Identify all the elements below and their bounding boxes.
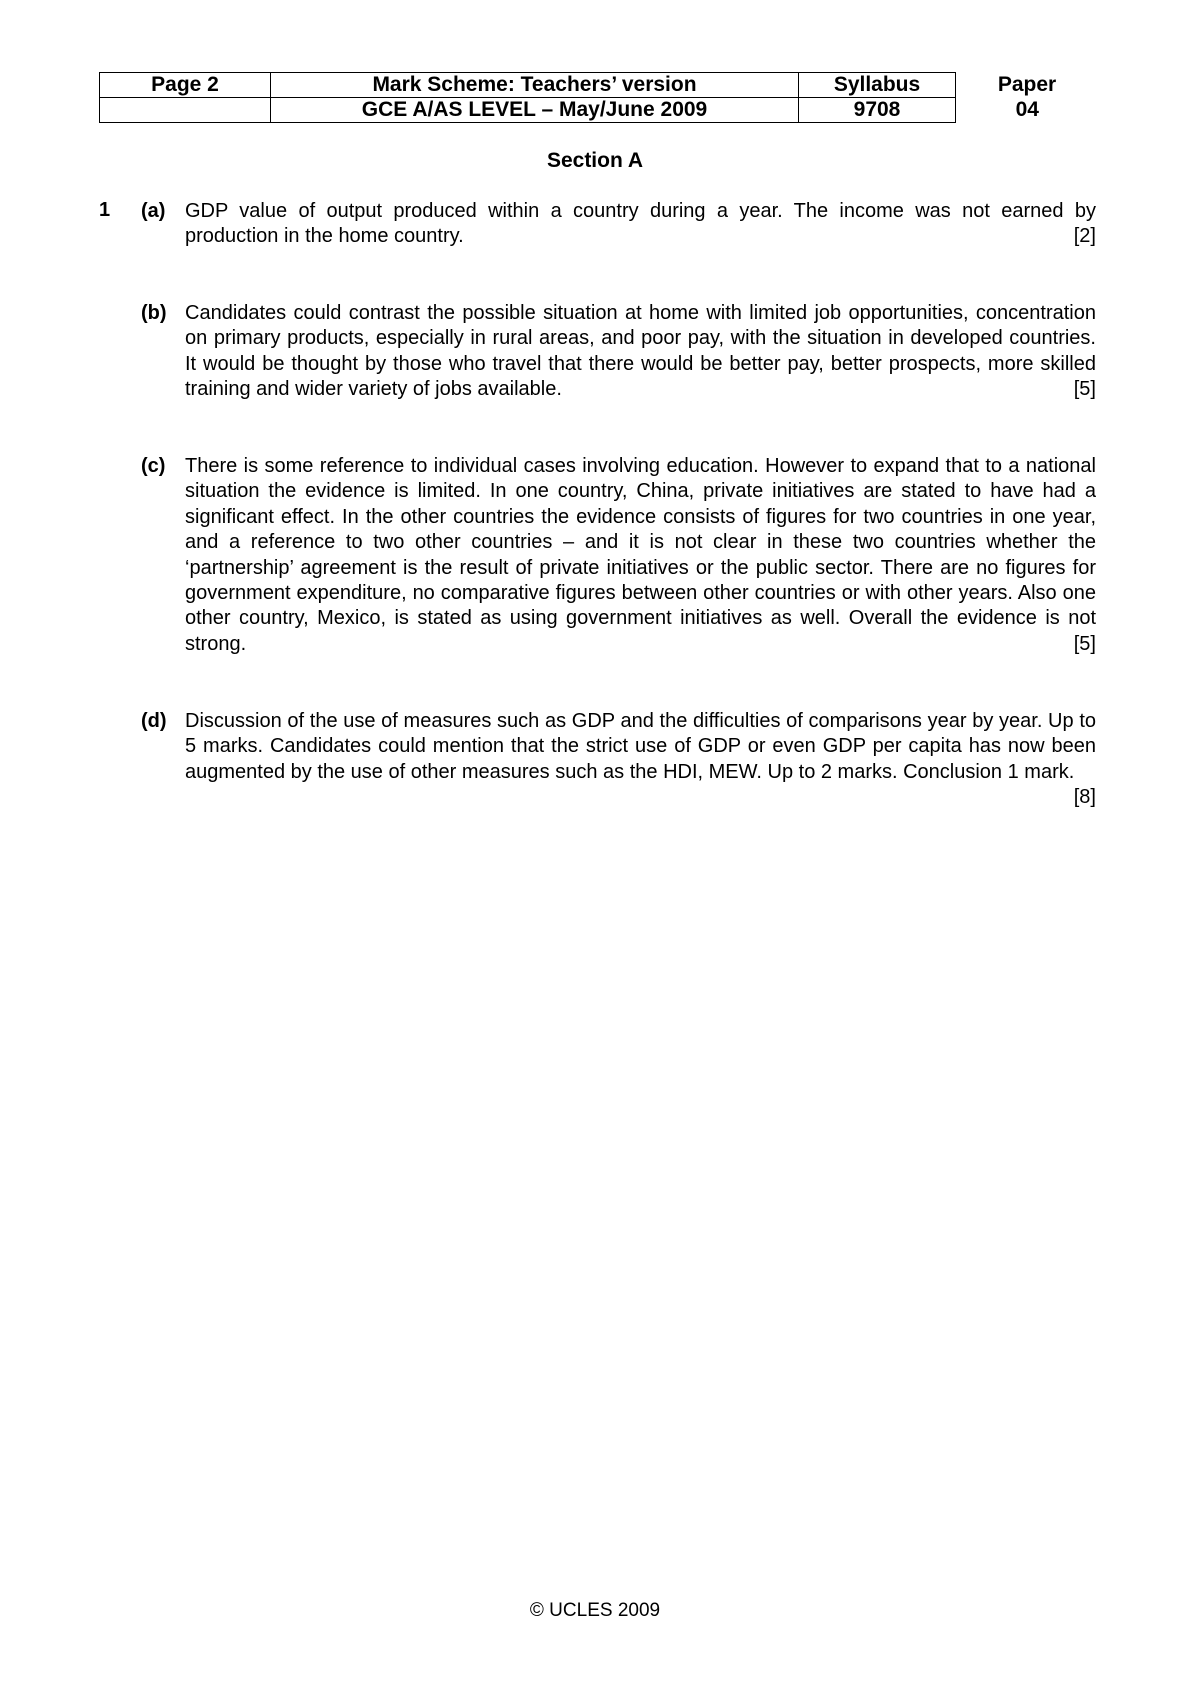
part-text-block: [185, 709, 1096, 809]
header-exam: GCE A/AS LEVEL – May/June 2009: [271, 98, 799, 123]
part-text-block: [185, 454, 1096, 657]
footer-copyright: © UCLES 2009: [529, 1600, 661, 1621]
part-label: (c): [141, 455, 166, 477]
part-text-block: [185, 199, 1096, 250]
header-blank-cell: [100, 98, 271, 123]
part-marks: [2]: [1073, 225, 1096, 248]
question-part-c: [141, 454, 1096, 657]
question-part-a: [141, 199, 1096, 250]
header-row-2: [100, 98, 1099, 123]
part-marks: [5]: [1073, 378, 1096, 401]
part-label: (a): [141, 200, 166, 222]
section-title: Section A: [546, 149, 644, 172]
part-text: Discussion of the use of measures such as GDP and the difficulties of comparisons year by year. Up to 5 marks. Candidates could mention that the strict use of GDP or even GDP per capita has now been augmented by the use of other measures such as the HDI, MEW. Up to 2 marks. Conclusion 1 mark.: [185, 710, 1096, 783]
question-part-b: [141, 301, 1096, 403]
header-paper-label: Paper: [997, 73, 1057, 96]
header-table: [99, 72, 1099, 123]
header-page: Page 2: [100, 73, 271, 98]
header-title: Mark Scheme: Teachers’ version: [271, 73, 799, 98]
header-paper-number: 04: [1015, 98, 1039, 121]
part-marks: [5]: [1073, 632, 1096, 655]
part-marks: [8]: [1073, 786, 1096, 809]
part-text: Candidates could contrast the possible situation at home with limited job opportunities, concentration on primary products, especially in rural areas, and poor pay, with the situation in developed countries. It would be thought by those who travel that there would be better pay, better prospects, more skilled training and wider variety of jobs available.: [185, 302, 1096, 401]
part-label: (b): [141, 302, 167, 324]
header-syllabus-code: 9708: [799, 98, 956, 123]
part-text: GDP value of output produced within a country during a year. The income was not earned by production in the home country.: [185, 200, 1096, 248]
part-text-block: [185, 301, 1096, 403]
question-number: 1: [99, 199, 111, 221]
question-part-d: [141, 709, 1096, 811]
part-text: There is some reference to individual cases involving education. However to expand that to a national situation the evidence is limited. In one country, China, private initiatives are stated to have had a significant effect. In the other countries the evidence consists of figures for two countries in one year, and a reference to two other countries – and it is not clear in these two countries whether the ‘partnership’ agreement is the result of private initiatives or the public sector. There are no figures for government expenditure, no comparative figures between other countries or with other years. Also one other country, Mexico, is stated as using government initiatives as well. Overall the evidence is not strong.: [185, 455, 1096, 655]
header-row-1: [100, 73, 1099, 98]
part-label: (d): [141, 710, 167, 732]
header-syllabus-label: Syllabus: [799, 73, 956, 98]
